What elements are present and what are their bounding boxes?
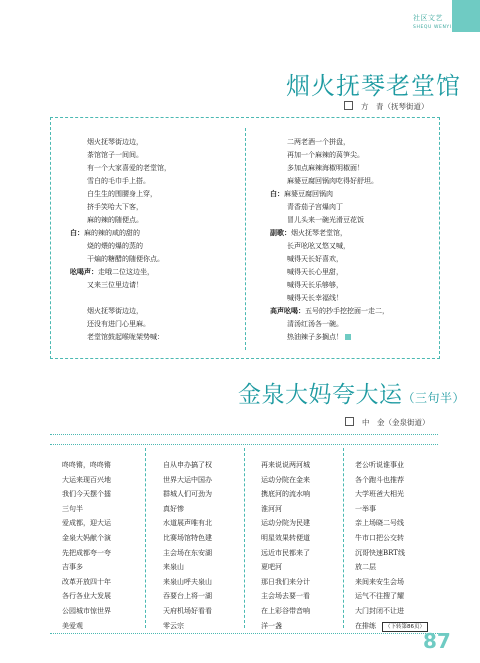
poem-line xyxy=(270,305,389,318)
poem-line-text: 牛市口把公交转 xyxy=(355,533,404,542)
poem-line xyxy=(355,546,428,561)
poem-line xyxy=(355,516,428,531)
poem-line xyxy=(270,136,389,149)
poem-line-text: 先把成都夸一夸 xyxy=(62,548,111,557)
poem-line-text: 大门封闭不让进 xyxy=(355,606,404,615)
poem-line xyxy=(355,502,428,517)
poem-line-text: 自从申办搞了权 xyxy=(163,461,212,469)
poem-line xyxy=(270,162,389,175)
poem-line-text: 多加点麻辣海椒明椒面！ xyxy=(287,164,364,172)
poem-line-text: 水道展声唯有北 xyxy=(163,519,212,528)
poem-line xyxy=(355,473,428,488)
poem-line-text: 夏吧河 xyxy=(261,563,282,572)
poem-line-text: 比赛场馆特色建 xyxy=(163,533,212,542)
poem-line-text: 走哦二位这边坐， xyxy=(98,268,154,276)
poem-line xyxy=(70,136,171,149)
column-title: 社区文艺 xyxy=(413,14,443,22)
poem-line-text: 来泉山 xyxy=(163,563,184,572)
poem-line xyxy=(261,575,310,590)
poem-line xyxy=(163,560,212,575)
poem-line xyxy=(355,531,428,546)
poem-line-text: 挤手笑哈大下客， xyxy=(87,203,143,211)
poem-line xyxy=(62,531,111,546)
poem-line xyxy=(261,531,310,546)
speaker-label: 白： xyxy=(270,190,284,198)
poem-line-text: 大学班爸大相光 xyxy=(355,490,404,499)
poem-line xyxy=(261,473,310,488)
poem-line-text: 清汤红汤各一碗。 xyxy=(287,320,343,328)
poem-line-text: 麻的辣的咸的甜的 xyxy=(84,229,140,237)
poem-line xyxy=(355,619,428,634)
poem-line-text: 二两老酒一个拼盘， xyxy=(287,138,350,146)
poem-line-text: 吉事多 xyxy=(62,563,83,572)
poem-line xyxy=(70,331,171,344)
poem-line-text: 携底河的流水响 xyxy=(261,490,310,499)
poem-line xyxy=(70,305,171,318)
poem1-divider xyxy=(245,128,246,350)
poem-line xyxy=(355,560,428,575)
poem2-author: 中 金（金泉街道） xyxy=(362,418,430,427)
poem-line xyxy=(355,458,428,473)
poem-line-text: 真好惨 xyxy=(163,504,184,513)
poem-line xyxy=(70,188,171,201)
poem-line-text: 麻的辣的随便点。 xyxy=(87,216,143,224)
poem-line xyxy=(261,458,310,473)
poem-line xyxy=(62,487,111,502)
poem2-bottom-rule xyxy=(50,633,438,634)
poem-line xyxy=(70,266,171,279)
page-number: 87 xyxy=(423,629,451,653)
poem-line-text: 有一个大家喜爱的老堂馆， xyxy=(87,164,171,172)
poem2-title xyxy=(238,376,465,409)
continued-note: （下转第86页） xyxy=(382,622,428,632)
poem-line-text: 淮河河 xyxy=(261,504,282,513)
poem-line xyxy=(261,604,310,619)
poem-line xyxy=(163,516,212,531)
speaker-label: 高声吆喝： xyxy=(270,307,305,315)
poem-line xyxy=(163,502,212,517)
end-mark-icon xyxy=(345,334,351,340)
poem-line xyxy=(163,531,212,546)
poem-line xyxy=(70,214,171,227)
poem1-author: 方 青（抚琴街道） xyxy=(361,102,429,111)
poem-line xyxy=(163,575,212,590)
poem-line-text: 茶馆馆子一间间。 xyxy=(87,151,143,159)
poem-line-text: 各个跑斗也推荐 xyxy=(355,475,404,484)
poem-line-text: 喊得天长好喜欢， xyxy=(287,255,343,263)
poem-line xyxy=(62,546,111,561)
poem-line-text: 一举事 xyxy=(355,504,376,513)
header-tab-block xyxy=(452,0,480,32)
column-label xyxy=(413,14,452,32)
poem-line xyxy=(270,292,389,305)
poem-line-text: 喊得天长心里甜， xyxy=(287,268,343,276)
poem-line-text: 爱成都，迎大运 xyxy=(62,519,111,528)
poem-line xyxy=(62,575,111,590)
poem-line-text: 运气不往搜了耀 xyxy=(355,592,404,601)
poem-line-text: 大运来现百兴地 xyxy=(62,475,111,484)
poem-line xyxy=(261,516,310,531)
poem2-column-3 xyxy=(261,458,310,633)
poem-line xyxy=(163,487,212,502)
poem-line xyxy=(270,149,389,162)
poem1-title: 烟火抚琴老堂馆 xyxy=(286,72,461,100)
poem-line xyxy=(270,240,389,253)
poem-line xyxy=(70,240,171,253)
poem-line-text: 长声吆吆又悠又喊， xyxy=(287,242,350,250)
poem2-top-rule xyxy=(50,434,438,435)
poem-line-text: 老堂馆鼓起喉咙架势喊： xyxy=(87,333,164,341)
poem-line-text: 运动分院在金来 xyxy=(261,475,310,484)
column-title-en: SHEQU WENYI xyxy=(413,25,452,30)
poem-line-text: 麻婆豆腐回锅肉 xyxy=(284,190,333,198)
poem-line xyxy=(261,546,310,561)
poem-line xyxy=(355,589,428,604)
poem-line-text: 我们今天摆个擂 xyxy=(62,490,111,499)
poem-line xyxy=(261,619,310,634)
poem-line-text: 运动分院为民建 xyxy=(261,519,310,528)
poem-line xyxy=(62,589,111,604)
poem-line xyxy=(163,473,212,488)
poem2-column-2 xyxy=(163,458,212,633)
poem-line-text: 主会场在东安湖 xyxy=(163,548,212,557)
poem-line-text: 喊得天长幸福线！ xyxy=(287,294,343,302)
poem-line-text: 沉哥快速BRT线 xyxy=(355,548,405,557)
poem-line xyxy=(270,279,389,292)
poem-line-text: 洋一盏 xyxy=(261,621,282,630)
poem-line-text: 还没有进门心里麻。 xyxy=(87,320,150,328)
poem-line-text: 烟火抚琴老堂馆， xyxy=(291,229,347,237)
poem-line xyxy=(270,266,389,279)
poem-line xyxy=(70,175,171,188)
poem-line-text: 吞要台上将一湖 xyxy=(163,592,212,601)
poem-line-text: 放二层 xyxy=(355,563,376,572)
poem-line-text: 天府机场好看看 xyxy=(163,606,212,615)
poem-line-text: 麻婆豆腐回锅肉吃得好舒坦。 xyxy=(287,177,378,185)
poem-line xyxy=(163,604,212,619)
speaker-label: 白： xyxy=(70,229,84,237)
poem-line-text: 来间来安生会场 xyxy=(355,577,404,586)
poem-line xyxy=(355,604,428,619)
poem-line-text: 改革开放四十年 xyxy=(62,577,111,586)
poem-line-text: 冒儿头来一碗光滑豆花饭 xyxy=(287,216,364,224)
poem-line xyxy=(70,279,171,292)
poem1-left-column xyxy=(70,136,171,344)
poem-line-text: 金泉大妈献个演 xyxy=(62,533,111,542)
poem-line xyxy=(62,560,111,575)
poem-line-text: 那日我们来分计 xyxy=(261,577,310,586)
poem-line xyxy=(270,188,389,201)
poem-line-text: 烟火抚琴街边边， xyxy=(87,138,143,146)
speaker-label: 吆喝声： xyxy=(70,268,98,276)
poem-line-text: 美爱观 xyxy=(62,621,83,630)
poem-line xyxy=(270,201,389,214)
poem-line-text: 在排练 xyxy=(355,621,376,630)
poem-line xyxy=(270,214,389,227)
poem-line xyxy=(70,227,171,240)
poem2-divider-2 xyxy=(244,448,245,628)
poem-line-text: 公园城市惊世界 xyxy=(62,606,111,615)
poem-line xyxy=(62,619,111,634)
poem-line xyxy=(261,502,310,517)
poem-line xyxy=(70,292,171,305)
poem-line-text: 五号的抄手挖挖面一走二， xyxy=(305,307,389,315)
poem-line xyxy=(163,546,212,561)
poem-line xyxy=(62,473,111,488)
poem-line xyxy=(355,487,428,502)
poem-line-text: 热油辣子多搁点！ xyxy=(287,333,343,341)
poem2-title-main: 金泉大妈夸大运 xyxy=(238,382,403,408)
poem1-right-column xyxy=(270,136,389,344)
poem-line-text: 明星效果转便道 xyxy=(261,533,310,542)
poem-line-text: 零云宗 xyxy=(163,621,184,630)
poem-line xyxy=(261,589,310,604)
poem2-byline xyxy=(345,417,430,428)
poem-line-text: 再加一个麻辣的莴笋尖。 xyxy=(287,151,364,159)
poem-line xyxy=(270,227,389,240)
poem-line xyxy=(70,253,171,266)
poem-line-text: 再来说说两河城 xyxy=(261,461,310,469)
poem-line xyxy=(163,589,212,604)
poem-line xyxy=(70,201,171,214)
poem-line-text: 三句半 xyxy=(62,504,83,513)
poem1-byline xyxy=(344,101,429,112)
poem-line-text: 喊得天长乐够够， xyxy=(287,281,343,289)
poem-line xyxy=(62,458,111,473)
poem2-divider-3 xyxy=(343,448,344,628)
poem2-title-suffix: （三句半） xyxy=(402,391,466,405)
poem-line xyxy=(270,318,389,331)
poem-line-text: 干煸的糖醋的随便你点。 xyxy=(87,255,164,263)
speaker-label: 副歌： xyxy=(270,229,291,237)
poem2-top-rule-inner xyxy=(50,444,438,445)
poem-line xyxy=(270,175,389,188)
poem-line-text: 亲上场晓二号线 xyxy=(355,519,404,528)
poem-line-text: 世界大运中国办 xyxy=(163,475,212,484)
poem-line xyxy=(270,331,389,344)
poem-line-text: 青香茄子宫爆肉丁 xyxy=(287,203,343,211)
poem-line-text: 群城人们可劲为 xyxy=(163,490,212,499)
poem-line xyxy=(70,318,171,331)
poem-line-text: 远近市民都来了 xyxy=(261,548,310,557)
poem-line xyxy=(163,458,212,473)
poem-line-text: 咚咚锵，咚咚锵 xyxy=(62,461,111,469)
poem-line xyxy=(270,253,389,266)
poem-line-text: 烟火抚琴街边边， xyxy=(87,307,143,315)
poem-line xyxy=(261,487,310,502)
poem2-column-4 xyxy=(355,458,428,633)
poem-line-text: 白生生的围腰身上穿， xyxy=(87,190,157,198)
poem-line-text: 雪白的毛巾手上搭。 xyxy=(87,177,150,185)
poem-line xyxy=(70,149,171,162)
poem-line xyxy=(62,516,111,531)
poem2-column-1 xyxy=(62,458,111,633)
poem-line xyxy=(261,560,310,575)
poem-line-text: 又来三位里边请！ xyxy=(87,281,143,289)
poem-line xyxy=(62,604,111,619)
poem-line-text: 烧的煨的爆的蒸的 xyxy=(87,242,143,250)
poem-line-text: 老公听说谁事业 xyxy=(355,461,404,469)
poem-line-text: 主会场去要一看 xyxy=(261,592,310,601)
poem-line-text: 在上彩谷带音响 xyxy=(261,606,310,615)
byline-box-icon xyxy=(344,101,353,110)
poem2-divider-1 xyxy=(145,448,146,628)
poem-line xyxy=(163,619,212,634)
poem-line-text: 各行各业大发展 xyxy=(62,592,111,601)
poem-line xyxy=(355,575,428,590)
poem-line-text: 来泉山呼夫泉山 xyxy=(163,577,212,586)
poem-line xyxy=(70,162,171,175)
byline-box-icon xyxy=(345,417,354,426)
poem-line xyxy=(62,502,111,517)
